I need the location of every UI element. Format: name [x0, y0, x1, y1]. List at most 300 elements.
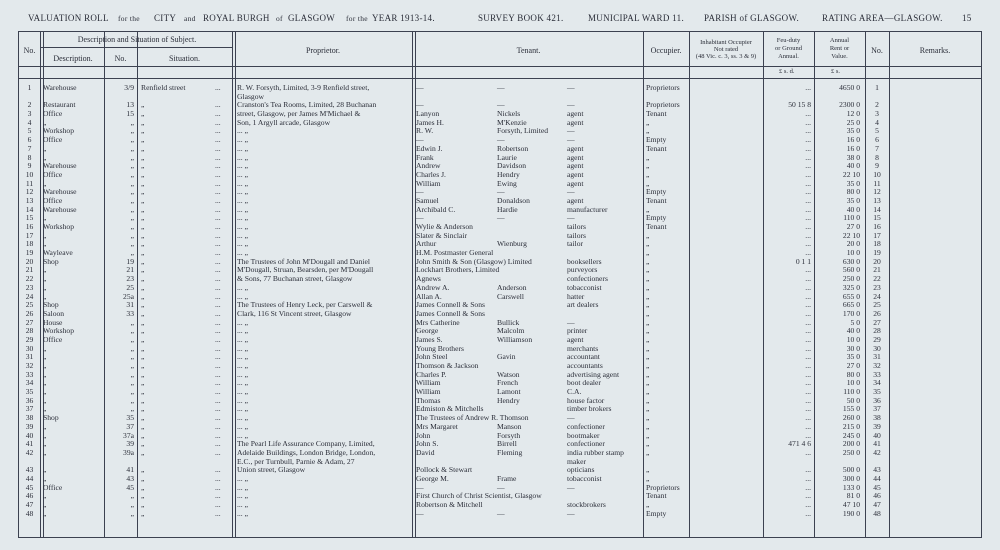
row-number: 22: [25, 274, 34, 284]
valuation-table: [18, 31, 982, 538]
situation-cell: „: [141, 187, 145, 197]
situation-cell: „: [141, 117, 145, 127]
table-row: [19, 258, 981, 267]
tenant-name-cell: John S.: [416, 439, 439, 449]
row-number: 35: [25, 387, 34, 397]
tenant-name-cell: Archibald C.: [416, 204, 456, 214]
tenant-name-cell: Frank: [416, 152, 434, 162]
occupier-cell: „: [646, 430, 650, 440]
proprietor-cell: ... „: [237, 135, 248, 145]
situation-cell: „: [141, 308, 145, 318]
table-row: [19, 293, 981, 302]
proprietor-cell: ... „: [237, 187, 248, 197]
annual-rent-cell: 27 0: [846, 361, 860, 370]
description-cell: Workshop: [43, 126, 75, 136]
tenant-occupation-cell: —: [567, 508, 575, 518]
proprietor-cell: Cranston's Tea Rooms, Limited, 28 Buchanan: [237, 100, 377, 110]
situation-cell: „: [141, 430, 145, 440]
situation-dots: ...: [215, 195, 221, 205]
row-number-right: 9: [875, 161, 879, 171]
situation-dots: ...: [215, 317, 221, 327]
tenant-name-cell: Andrew A.: [416, 282, 450, 292]
occupier-cell: „: [646, 230, 650, 240]
row-number: 29: [25, 334, 34, 344]
street-number-cell: „: [130, 248, 134, 258]
tenant-surname-cell: Frame: [497, 473, 517, 483]
tenant-surname-cell: Gavin: [497, 352, 516, 362]
tenant-surname-cell: Williamson: [497, 334, 533, 344]
tenant-name-cell: Mrs Catherine: [416, 317, 460, 327]
tenant-occupation-cell: tailors: [567, 230, 586, 240]
row-number: 41: [25, 439, 34, 449]
survey-book: SURVEY BOOK 421.: [478, 13, 564, 23]
occupier-cell: „: [646, 413, 650, 423]
feu-duty-cell: ...: [805, 334, 811, 344]
street-number-cell: 39a: [123, 447, 134, 457]
feu-duty-cell: ...: [805, 274, 811, 284]
tenant-occupation-cell: maker: [567, 456, 586, 466]
proprietor-cell: ... „: [237, 473, 248, 483]
row-number-right: 11: [873, 178, 881, 188]
proprietor-cell: ... „: [237, 126, 248, 136]
proprietor-cell: ... „: [237, 395, 248, 405]
situation-dots: ...: [215, 508, 221, 518]
situation-dots: ...: [215, 204, 221, 214]
description-cell: „: [43, 291, 47, 301]
tenant-occupation-cell: —: [567, 413, 575, 423]
occupier-cell: „: [646, 178, 650, 188]
proprietor-cell: ... „: [237, 239, 248, 249]
street-number-cell: „: [130, 387, 134, 397]
tenant-occupation-cell: advertising agent: [567, 369, 620, 379]
table-row: [19, 492, 981, 501]
situation-cell: „: [141, 230, 145, 240]
tenant-surname-cell: French: [497, 378, 519, 388]
situation-cell: „: [141, 126, 145, 136]
proprietor-cell: ... „: [237, 317, 248, 327]
description-cell: Workshop: [43, 326, 75, 336]
feu-duty-cell: ...: [805, 291, 811, 301]
feu-duty-cell: ...: [805, 317, 811, 327]
situation-dots: ...: [215, 126, 221, 136]
situation-dots: ...: [215, 291, 221, 301]
situation-dots: ...: [215, 482, 221, 492]
tenant-surname-cell: —: [497, 508, 505, 518]
occupier-cell: Proprietors: [646, 83, 680, 92]
situation-dots: ...: [215, 152, 221, 162]
tenant-name-cell: John Steel: [416, 352, 448, 362]
situation-cell: „: [141, 387, 145, 397]
situation-dots: ...: [215, 361, 221, 370]
occupier-cell: „: [646, 334, 650, 344]
row-number: 3: [27, 109, 32, 119]
description-cell: „: [43, 274, 47, 284]
proprietor-cell: ... „: [237, 343, 248, 353]
situation-dots: ...: [215, 178, 221, 188]
description-cell: „: [43, 378, 47, 388]
street-number-cell: 41: [126, 465, 134, 475]
proprietor-cell: R. W. Forsyth, Limited, 3-9 Renfield street,: [237, 83, 370, 92]
tenant-surname-cell: Bullick: [497, 317, 520, 327]
street-number-cell: „: [130, 152, 134, 162]
situation-dots: ...: [215, 387, 221, 397]
proprietor-cell: ... „: [237, 326, 248, 336]
annual-rent-cell: 47 10: [842, 500, 860, 509]
situation-cell: „: [141, 317, 145, 327]
feu-duty-cell: ...: [805, 222, 811, 231]
situation-cell: „: [141, 473, 145, 483]
table-row: [19, 301, 981, 310]
street-number-cell: „: [130, 187, 134, 197]
tenant-occupation-cell: confectioner: [567, 439, 605, 449]
row-number-right: 8: [875, 152, 879, 162]
proprietor-cell: E.C., per Turnbull, Parnie & Adam, 27: [237, 456, 355, 466]
row-number-right: 10: [873, 169, 881, 179]
occupier-cell: „: [646, 395, 650, 405]
situation-cell: „: [141, 109, 145, 119]
annual-rent-cell: 250 0: [842, 274, 860, 284]
occupier-cell: „: [646, 256, 650, 266]
table-row: [19, 336, 981, 345]
occupier-cell: „: [646, 161, 650, 171]
tenant-surname-cell: Nickels: [497, 109, 521, 119]
situation-cell: „: [141, 143, 145, 153]
tenant-name-cell: John Smith & Son (Glasgow) Limited: [416, 256, 532, 266]
feu-duty-cell: ...: [805, 126, 811, 136]
tenant-name-cell: —: [416, 213, 424, 223]
street-number-cell: „: [130, 395, 134, 405]
table-row: [19, 397, 981, 406]
situation-dots: ...: [215, 222, 221, 231]
row-number-right: 38: [873, 413, 881, 423]
description-cell: Shop: [43, 413, 59, 423]
description-cell: Office: [43, 135, 63, 145]
col-remarks: Remarks.: [919, 46, 951, 55]
street-number-cell: „: [130, 326, 134, 336]
street-number-cell: „: [130, 204, 134, 214]
annual-rent-cell: 10 0: [846, 248, 860, 258]
row-number: 45: [25, 482, 34, 492]
street-number-cell: „: [130, 126, 134, 136]
tenant-occupation-cell: opticians: [567, 465, 595, 475]
tenant-surname-cell: Hendry: [497, 395, 520, 405]
feu-duty-cell: ...: [805, 143, 811, 153]
tenant-name-cell: George M.: [416, 473, 449, 483]
situation-dots: ...: [215, 473, 221, 483]
situation-dots: ...: [215, 395, 221, 405]
annual-rent-cell: 110 0: [843, 213, 860, 223]
situation-cell: „: [141, 395, 145, 405]
parish: PARISH of GLASGOW.: [704, 13, 799, 23]
tenant-name-cell: Charles J.: [416, 169, 446, 179]
row-number: 31: [25, 352, 34, 362]
tenant-name-cell: —: [416, 135, 424, 145]
row-number: 4: [27, 117, 32, 127]
col-annual-3: Value.: [831, 53, 848, 60]
annual-rent-cell: 40 0: [846, 326, 860, 336]
tenant-occupation-cell: tobacconist: [567, 282, 602, 292]
tenant-occupation-cell: bootmaker: [567, 430, 600, 440]
annual-rent-cell: 655 0: [842, 291, 860, 301]
col-inhabitant-2: Not rated: [713, 46, 739, 53]
situation-cell: „: [141, 204, 145, 214]
street-number-cell: 31: [126, 300, 134, 310]
street-number-cell: „: [130, 491, 134, 501]
occupier-cell: „: [646, 421, 650, 431]
row-number: 30: [25, 343, 34, 353]
feu-duty-cell: ...: [805, 387, 811, 397]
situation-cell: „: [141, 222, 145, 231]
col-inhabitant-3: (48 Vic. c. 3, ss. 3 & 9): [695, 53, 757, 60]
occupier-cell: Tenant: [646, 109, 667, 119]
tenant-name-cell: William: [416, 378, 441, 388]
tenant-occupation-cell: booksellers: [567, 256, 602, 266]
tenant-occupation-cell: timber brokers: [567, 404, 612, 414]
row-number-right: 2: [875, 100, 879, 110]
street-number-cell: „: [130, 143, 134, 153]
title-year: YEAR 1913-14.: [372, 13, 435, 23]
occupier-cell: Empty: [646, 508, 667, 518]
street-number-cell: „: [130, 135, 134, 145]
tenant-surname-cell: Davidson: [497, 161, 527, 171]
row-number: 20: [25, 256, 34, 266]
proprietor-cell: ... „: [237, 500, 248, 509]
description-cell: „: [43, 500, 47, 509]
tenant-surname-cell: —: [497, 100, 505, 110]
proprietor-cell: ... „: [237, 369, 248, 379]
situation-dots: ...: [215, 500, 221, 509]
annual-rent-cell: 35 0: [846, 195, 860, 205]
row-number-right: 44: [873, 473, 881, 483]
situation-cell: „: [141, 239, 145, 249]
row-number: 12: [25, 187, 34, 197]
feu-duty-cell: ...: [805, 135, 811, 145]
annual-rent-cell: 80 0: [846, 187, 860, 197]
situation-cell: „: [141, 195, 145, 205]
occupier-cell: Proprietors: [646, 100, 680, 110]
situation-dots: ...: [215, 83, 221, 92]
col-no: No.: [23, 46, 36, 55]
row-number: 38: [25, 413, 34, 423]
title-for-the: for the: [118, 14, 140, 23]
occupier-cell: Empty: [646, 187, 667, 197]
situation-dots: ...: [215, 300, 221, 310]
tenant-name-cell: Pollock & Stewart: [416, 465, 473, 475]
street-number-cell: „: [130, 117, 134, 127]
situation-cell: „: [141, 404, 145, 414]
feu-duty-cell: 471 4 6: [788, 439, 811, 449]
situation-dots: ...: [215, 413, 221, 423]
street-number-cell: „: [130, 317, 134, 327]
row-number-right: 5: [875, 126, 879, 136]
feu-duty-cell: ...: [805, 473, 811, 483]
tenant-surname-cell: Lamont: [497, 387, 521, 397]
description-cell: „: [43, 473, 47, 483]
situation-dots: ...: [215, 248, 221, 258]
col-number: No.: [114, 54, 127, 63]
tenant-name-cell: —: [416, 187, 424, 197]
situation-dots: ...: [215, 100, 221, 110]
feu-duty-cell: ...: [805, 482, 811, 492]
occupier-cell: „: [646, 343, 650, 353]
tenant-surname-cell: Donaldson: [497, 195, 530, 205]
row-number-right: 17: [873, 230, 881, 240]
description-cell: „: [43, 508, 47, 518]
row-number: 8: [27, 152, 32, 162]
street-number-cell: „: [130, 361, 134, 370]
street-number-cell: „: [130, 178, 134, 188]
tenant-name-cell: James H.: [416, 117, 444, 127]
annual-rent-cell: 81 0: [846, 491, 860, 501]
proprietor-cell: The Trustees of John M'Dougall and Daniel: [237, 256, 370, 266]
situation-cell: „: [141, 491, 145, 501]
row-number: 44: [25, 473, 34, 483]
annual-rent-cell: 35 0: [846, 126, 860, 136]
situation-cell: „: [141, 361, 145, 370]
tenant-name-cell: James Connell & Sons: [416, 308, 485, 318]
tenant-occupation-cell: —: [567, 126, 575, 136]
situation-dots: ...: [215, 369, 221, 379]
feu-duty-cell: ...: [805, 248, 811, 258]
proprietor-cell: The Trustees of Henry Leck, per Carswell &: [237, 300, 373, 310]
situation-cell: „: [141, 413, 145, 423]
street-number-cell: „: [130, 169, 134, 179]
row-number: 13: [25, 195, 34, 205]
tenant-surname-cell: —: [497, 187, 505, 197]
occupier-cell: „: [646, 473, 650, 483]
description-cell: „: [43, 152, 47, 162]
row-number-right: 18: [873, 239, 881, 249]
street-number-cell: 25a: [123, 291, 134, 301]
tenant-surname-cell: Fleming: [497, 447, 523, 457]
feu-duty-cell: ...: [805, 169, 811, 179]
description-cell: „: [43, 421, 47, 431]
tenant-occupation-cell: —: [567, 482, 575, 492]
situation-dots: ...: [215, 491, 221, 501]
occupier-cell: „: [646, 308, 650, 318]
situation-dots: ...: [215, 169, 221, 179]
street-number-cell: 33: [126, 308, 134, 318]
tenant-occupation-cell: agent: [567, 117, 584, 127]
annual-units: £ s.: [831, 68, 841, 75]
tenant-surname-cell: Hendry: [497, 169, 520, 179]
proprietor-cell: M'Dougall, Struan, Bearsden, per M'Dougall: [237, 265, 374, 275]
situation-dots: ...: [215, 352, 221, 362]
row-number: 14: [25, 204, 34, 214]
situation-cell: „: [141, 152, 145, 162]
description-cell: „: [43, 430, 47, 440]
tenant-occupation-cell: art dealers: [567, 300, 599, 310]
occupier-cell: „: [646, 361, 650, 370]
page-number: 15: [962, 13, 972, 23]
feu-units: £ s. d.: [779, 68, 795, 75]
row-number-right: 37: [873, 404, 881, 414]
tenant-name-cell: Thomson & Jackson: [416, 361, 479, 370]
feu-duty-cell: ...: [805, 239, 811, 249]
description-cell: „: [43, 282, 47, 292]
situation-cell: „: [141, 447, 145, 457]
proprietor-cell: ... „: [237, 352, 248, 362]
table-row: [19, 240, 981, 249]
row-number-right: 32: [873, 361, 881, 370]
occupier-cell: „: [646, 439, 650, 449]
tenant-occupation-cell: tailor: [567, 239, 584, 249]
tenant-name-cell: Allan A.: [416, 291, 442, 301]
annual-rent-cell: 260 0: [842, 413, 860, 423]
annual-rent-cell: 133 0: [842, 482, 860, 492]
tenant-occupation-cell: —: [567, 83, 575, 92]
street-number-cell: 45: [126, 482, 134, 492]
proprietor-cell: ... „: [237, 334, 248, 344]
row-number-right: 31: [873, 352, 881, 362]
proprietor-cell: ... „: [237, 361, 248, 370]
proprietor-cell: ... „: [237, 213, 248, 223]
tenant-surname-cell: Birrell: [497, 439, 517, 449]
annual-rent-cell: 27 0: [846, 222, 860, 231]
occupier-cell: „: [646, 117, 650, 127]
feu-duty-cell: ...: [805, 282, 811, 292]
annual-rent-cell: 10 0: [846, 334, 860, 344]
annual-rent-cell: 325 0: [842, 282, 860, 292]
situation-dots: ...: [215, 135, 221, 145]
annual-rent-cell: 12 0: [846, 109, 860, 119]
occupier-cell: „: [646, 404, 650, 414]
occupier-cell: Tenant: [646, 143, 667, 153]
situation-cell: „: [141, 213, 145, 223]
tenant-name-cell: R. W.: [416, 126, 434, 136]
row-number: 42: [25, 447, 34, 457]
feu-duty-cell: ...: [805, 395, 811, 405]
tenant-occupation-cell: printer: [567, 326, 588, 336]
street-number-cell: „: [130, 230, 134, 240]
row-number: 43: [25, 465, 34, 475]
feu-duty-cell: ...: [805, 213, 811, 223]
annual-rent-cell: 560 0: [842, 265, 860, 275]
occupier-cell: „: [646, 169, 650, 179]
street-number-cell: „: [130, 369, 134, 379]
description-cell: Saloon: [43, 308, 65, 318]
street-number-cell: „: [130, 239, 134, 249]
feu-duty-cell: ...: [805, 152, 811, 162]
situation-dots: ...: [215, 117, 221, 127]
row-number: 46: [25, 491, 34, 501]
proprietor-cell: ... „: [237, 143, 248, 153]
row-number-right: 4: [875, 117, 879, 127]
street-number-cell: „: [130, 500, 134, 509]
title-valuation-roll: VALUATION ROLL: [28, 13, 109, 23]
table-row: [19, 458, 981, 467]
tenant-occupation-cell: agent: [567, 195, 584, 205]
row-number-right: 3: [875, 109, 879, 119]
proprietor-cell: Adelaide Buildings, London Bridge, London,: [237, 447, 376, 457]
table-row: [19, 266, 981, 275]
col-proprietor: Proprietor.: [306, 46, 340, 55]
tenant-occupation-cell: agent: [567, 334, 584, 344]
feu-duty-cell: ...: [805, 413, 811, 423]
situation-dots: ...: [215, 404, 221, 414]
situation-cell: „: [141, 248, 145, 258]
annual-rent-cell: 50 0: [846, 395, 860, 405]
col-tenant: Tenant.: [516, 46, 541, 55]
feu-duty-cell: ...: [805, 361, 811, 370]
street-number-cell: 43: [126, 473, 134, 483]
tenant-occupation-cell: accountant: [567, 352, 600, 362]
situation-cell: „: [141, 300, 145, 310]
tenant-name-cell: Young Brothers: [416, 343, 464, 353]
tenant-occupation-cell: agent: [567, 152, 584, 162]
situation-dots: ...: [215, 265, 221, 275]
proprietor-cell: The Pearl Life Assurance Company, Limited,: [237, 439, 375, 449]
